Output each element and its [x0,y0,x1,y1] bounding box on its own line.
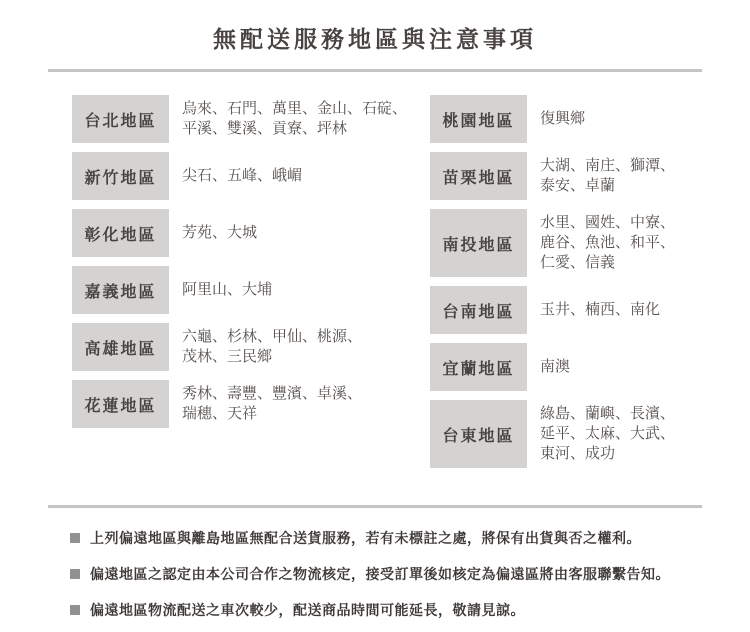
area-line: 仁愛、信義 [540,254,616,271]
area-line: 延平、太麻、大武、 [540,425,676,442]
area-line: 平溪、雙溪、貢寮、坪林 [182,120,348,137]
notes-section [48,505,702,619]
region-label: 嘉義地區 [72,266,169,314]
square-bullet-icon [70,605,80,615]
area-line: 南澳 [540,358,571,375]
region-areas [169,380,362,428]
area-line: 復興鄉 [540,110,586,127]
region-label: 台東地區 [430,400,527,468]
region-areas [527,343,570,391]
region-areas [527,286,660,334]
page-title: 無配送服務地區與注意事項 [213,26,537,52]
region-areas [527,95,585,143]
region-row [430,286,710,334]
square-bullet-icon [70,569,80,579]
region-areas [169,323,362,371]
region-label: 桃園地區 [430,95,527,143]
area-line: 阿里山、大埔 [182,281,273,298]
square-bullet-icon [70,533,80,543]
area-line: 東河、成功 [540,445,616,462]
note-text: 偏遠地區物流配送之車次較少，配送商品時間可能延長，敬請見諒。 [90,602,525,618]
region-areas [169,95,407,143]
area-line: 茂林、三民鄉 [182,348,273,365]
area-line: 瑞穗、天祥 [182,405,258,422]
notes-list [48,530,702,619]
note-item [48,602,702,619]
area-line: 水里、國姓、中寮、 [540,214,676,231]
note-item [48,530,702,547]
notes-divider [48,505,702,508]
region-areas [527,209,675,277]
area-line: 泰安、卓蘭 [540,177,616,194]
region-row [72,266,408,314]
page-header [0,0,750,72]
area-line: 玉井、楠西、南化 [540,301,661,318]
region-row [72,209,408,257]
area-line: 鹿谷、魚池、和平、 [540,234,676,251]
area-line: 尖石、五峰、峨嵋 [182,167,303,184]
region-label: 南投地區 [430,209,527,277]
region-areas [169,152,302,200]
region-label: 高雄地區 [72,323,169,371]
region-label: 台南地區 [430,286,527,334]
note-text: 上列偏遠地區與離島地區無配合送貨服務，若有未標註之處，將保有出貨與否之權利。 [90,530,641,546]
region-label: 苗栗地區 [430,152,527,200]
note-item [48,566,702,583]
region-areas [527,400,675,468]
region-row [430,209,710,277]
area-line: 綠島、蘭嶼、長濱、 [540,405,676,422]
area-line: 烏來、石門、萬里、金山、石碇、 [182,100,408,117]
region-row [430,95,710,143]
region-row [430,400,710,468]
region-column-right [430,95,710,477]
area-line: 秀林、壽豐、豐濱、卓溪、 [182,385,363,402]
regions-grid [0,72,750,477]
region-row [72,380,408,428]
region-row [72,95,408,143]
region-label: 花蓮地區 [72,380,169,428]
region-label: 彰化地區 [72,209,169,257]
region-areas [169,266,272,314]
region-label: 新竹地區 [72,152,169,200]
region-row [430,152,710,200]
note-text: 偏遠地區之認定由本公司合作之物流核定，接受訂單後如核定為偏遠區將由客服聯繫告知。 [90,566,670,582]
area-line: 六龜、杉林、甲仙、桃源、 [182,328,363,345]
area-line: 大湖、南庄、獅潭、 [540,157,676,174]
region-row [430,343,710,391]
region-row [72,152,408,200]
region-row [72,323,408,371]
region-areas [527,152,675,200]
area-line: 芳苑、大城 [182,224,258,241]
region-label: 台北地區 [72,95,169,143]
region-areas [169,209,257,257]
region-column-left [72,95,408,477]
region-label: 宜蘭地區 [430,343,527,391]
